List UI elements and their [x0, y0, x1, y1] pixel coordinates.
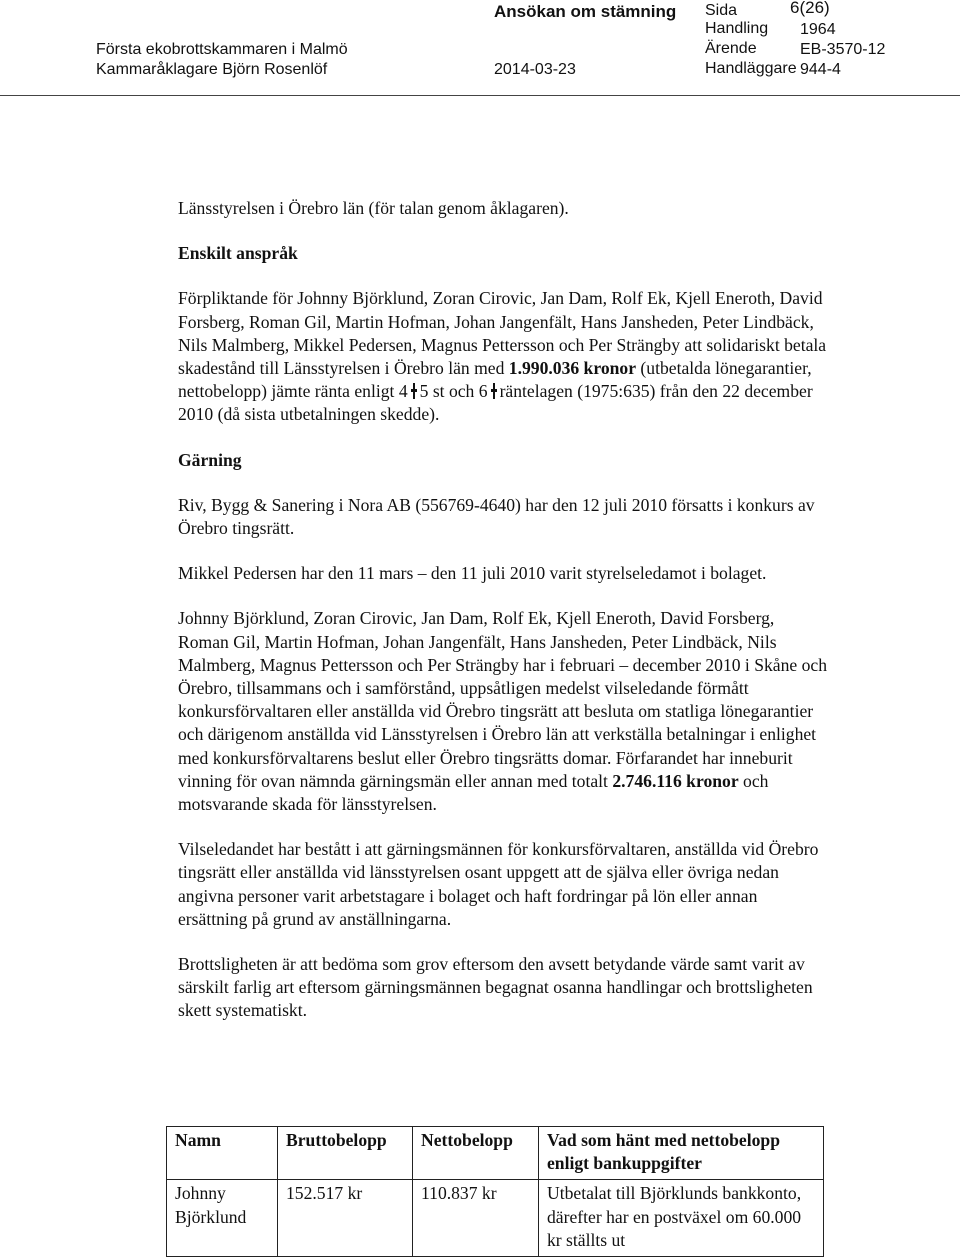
heading-act: Gärning	[178, 449, 242, 470]
heading-private-claim: Enskilt anspråk	[178, 243, 298, 264]
table-header-row	[167, 1127, 824, 1180]
bankruptcy-paragraph: Riv, Bygg & Sanering i Nora AB (556769-4640) har den 12 juli 2010 försatts i konkurs av Örebro tingsrätt.	[178, 494, 815, 539]
column-header-name: Namn	[167, 1127, 278, 1180]
offense-paragraph	[178, 607, 828, 816]
column-header-net: Nettobelopp	[413, 1127, 539, 1180]
board-member-paragraph: Mikkel Pedersen har den 11 mars – den 11 juli 2010 varit styrelseledamot i bolaget.	[178, 563, 767, 584]
page-label: Sida	[705, 2, 738, 19]
case-label: Ärende	[705, 40, 757, 57]
officer-label: Handläggare	[705, 60, 797, 77]
page-value: 6(26)	[790, 0, 830, 17]
claim-text-a: Förpliktande för Johnny Björklund, Zoran Cirovic, Jan Dam, Rolf Ek, Kjell Eneroth, David Forsberg, Roman Gil, Martin Hofman, Johan Jangenfält, Hans Jansheden, Peter Lindbäck, Nils Malmberg, Mikkel Pedersen, Magnus Pettersson och Per Strängby att solidariskt betala skadestånd till Länsstyrelsen i Örebro län med	[178, 288, 827, 379]
officer-value: 944-4	[800, 61, 841, 78]
cell-net: 110.837 kr	[413, 1180, 539, 1257]
column-header-gross: Bruttobelopp	[278, 1127, 413, 1180]
claim-amount: 1.990.036 kronor	[508, 358, 637, 379]
claims-table	[166, 1126, 824, 1257]
handling-value: 1964	[800, 21, 836, 38]
header-divider	[0, 95, 960, 96]
cell-name: Johnny Björklund	[167, 1180, 278, 1257]
document-header	[0, 0, 960, 96]
deception-paragraph: Vilseledandet har bestått i att gärningsmännen för konkursförvaltaren, anställda vid Örebro tingsrätt eller anställda vid länsstyrelsen osant uppgett att de själva eller övriga nedan angivna personer varit arbetstagare i bolaget och haft fordringar på lön eller annan ersättning på grund av anställningarna.	[178, 839, 819, 929]
table-row	[167, 1180, 824, 1257]
document-body	[178, 197, 828, 1045]
claim-paragraph	[178, 287, 828, 426]
column-header-outcome: Vad som hänt med nettobelopp enligt bankuppgifter	[539, 1127, 824, 1180]
handling-label: Handling	[705, 20, 769, 37]
document-date: 2014-03-23	[494, 61, 576, 78]
offense-text-a: Johnny Björklund, Zoran Cirovic, Jan Dam, Rolf Ek, Kjell Eneroth, David Forsberg, Roman Gil, Martin Hofman, Johan Jangenfält, Hans Jansheden, Peter Lindbäck, Nils Malmberg, Magnus Pettersson och Per Strängby har i februari – december 2010 i Skåne och Örebro, tillsammans och i samförstånd, uppsåtligen medelst vilseledande förmått konkursförvaltaren eller anställda vid Örebro tingsrätt att besluta om statliga lönegarantier och därigenom anställda vid Länsstyrelsen i Örebro län att verkställa betalningar i enlighet med konkursförvaltarens beslut eller Örebro tingsrätts domar. Förfarandet har inneburit vinning för ovan nämnda gärningsmän eller annan med totalt	[178, 608, 828, 791]
case-value: EB-3570-12	[800, 41, 886, 58]
plaintiff-line: Länsstyrelsen i Örebro län (för talan genom åklagaren).	[178, 198, 569, 218]
claim-text-c: 5 st och 6	[419, 381, 488, 402]
document-title: Ansökan om stämning	[494, 2, 677, 21]
claim-text-d: räntelagen (1975:635) från den 22 december 2010 (då sista utbetalningen skedde).	[178, 381, 813, 425]
offense-amount: 2.746.116 kronor	[612, 770, 739, 791]
office-name: Första ekobrottskammaren i Malmö	[96, 41, 348, 58]
severity-paragraph: Brottsligheten är att bedöma som grov eftersom den avsett betydande värde samt varit av särskilt farlig art eftersom gärningsmännen begagnat osanna handlingar och brottsligheten skett systematiskt.	[178, 954, 813, 1021]
offense-text-b: och motsvarande skada för länsstyrelsen.	[178, 770, 769, 815]
cell-outcome: Utbetalat till Björklunds bankkonto, därefter har en postväxel om 60.000 kr ställts ut	[539, 1180, 824, 1257]
section-sign-icon	[411, 381, 417, 401]
section-sign-icon	[491, 381, 497, 401]
claim-text-b: (utbetalda lönegarantier, nettobelopp) jämte ränta enligt 4	[178, 358, 812, 402]
cell-gross: 152.517 kr	[278, 1180, 413, 1257]
prosecutor-name: Kammaråklagare Björn Rosenlöf	[96, 61, 328, 78]
